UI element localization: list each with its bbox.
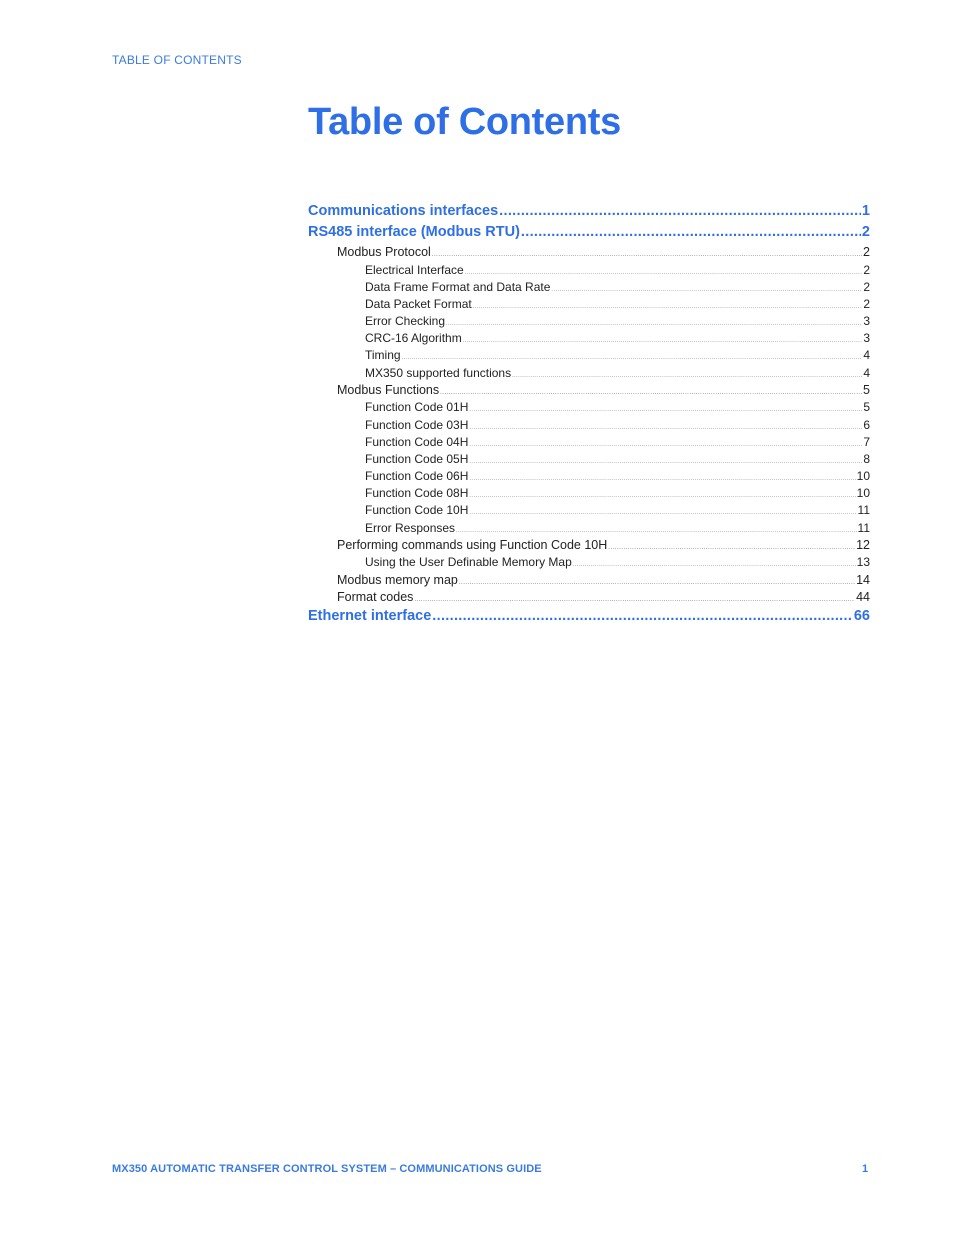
toc-entry-format-codes[interactable] — [308, 590, 870, 608]
toc-entry-data-frame-format[interactable] — [308, 280, 870, 297]
toc-entry-rs485-interface[interactable] — [308, 224, 870, 245]
dot-leader — [432, 252, 862, 258]
toc-entry-label: Data Packet Format — [365, 296, 472, 311]
toc-entry-page: 2 — [861, 224, 870, 240]
toc-entry-label: RS485 interface (Modbus RTU) — [308, 224, 520, 240]
toc-entry-page: 4 — [863, 365, 870, 380]
toc-entry-function-code-08h[interactable] — [308, 486, 870, 503]
toc-entry-electrical-interface[interactable] — [308, 263, 870, 280]
toc-entry-label: Communications interfaces — [308, 203, 499, 219]
toc-entry-data-packet-format[interactable] — [308, 297, 870, 314]
toc-entry-page: 12 — [856, 537, 870, 552]
toc-entry-page: 11 — [857, 503, 870, 518]
dot-leader — [402, 355, 863, 361]
toc-entry-label: Data Frame Format and Data Rate — [365, 279, 551, 294]
toc-entry-function-code-05h[interactable] — [308, 452, 870, 469]
toc-entry-label: MX350 supported functions — [365, 365, 512, 380]
toc-entry-error-responses[interactable] — [308, 521, 870, 538]
toc-entry-page: 66 — [853, 607, 870, 624]
toc-entry-page: 3 — [863, 331, 870, 346]
toc-entry-label: Function Code 10H — [365, 503, 469, 518]
dot-leader — [469, 493, 855, 499]
toc-entry-page: 10 — [856, 486, 870, 501]
dot-leader — [469, 425, 862, 431]
toc-entry-label: Function Code 05H — [365, 451, 469, 466]
footer-page-number: 1 — [862, 1163, 869, 1175]
toc-entry-label: Error Checking — [365, 314, 446, 329]
dot-leader — [414, 597, 855, 603]
toc-entry-label: Function Code 08H — [365, 486, 469, 501]
toc-entry-page: 13 — [856, 555, 870, 570]
dot-leader — [446, 321, 862, 327]
toc-entry-page: 8 — [863, 451, 870, 466]
toc-entry-modbus-memory-map[interactable] — [308, 573, 870, 591]
dot-leader — [499, 203, 861, 219]
toc-entry-ethernet-interface[interactable] — [308, 608, 870, 629]
toc-entry-page: 6 — [863, 417, 870, 432]
toc-entry-function-code-04h[interactable] — [308, 435, 870, 452]
toc-entry-label: Using the User Definable Memory Map — [365, 555, 572, 570]
toc-entry-page: 10 — [856, 469, 870, 484]
toc-entry-page: 5 — [863, 400, 870, 415]
toc-entry-page: 2 — [863, 262, 870, 277]
toc-entry-page: 11 — [857, 520, 870, 535]
toc-entry-page: 7 — [863, 434, 870, 449]
dot-leader — [463, 338, 863, 344]
table-of-contents — [308, 203, 870, 629]
toc-entry-function-code-01h[interactable] — [308, 400, 870, 417]
dot-leader — [469, 459, 862, 465]
dot-leader — [456, 528, 856, 534]
toc-entry-label: Modbus Protocol — [337, 245, 431, 259]
toc-entry-label: Ethernet interface — [308, 607, 432, 624]
toc-entry-label: Performing commands using Function Code 10H — [337, 537, 608, 552]
toc-entry-function-code-03h[interactable] — [308, 418, 870, 435]
toc-entry-page: 2 — [863, 245, 870, 259]
dot-leader — [469, 407, 862, 413]
page-title: Table of Contents — [308, 101, 621, 143]
toc-entry-page: 2 — [863, 279, 870, 294]
toc-entry-error-checking[interactable] — [308, 314, 870, 331]
toc-entry-communications-interfaces[interactable] — [308, 203, 870, 224]
toc-entry-label: Format codes — [337, 590, 414, 604]
toc-entry-label: Error Responses — [365, 520, 456, 535]
toc-entry-performing-commands[interactable] — [308, 538, 870, 556]
toc-entry-label: Function Code 06H — [365, 469, 469, 484]
toc-entry-page: 3 — [863, 314, 870, 329]
footer-document-title: MX350 AUTOMATIC TRANSFER CONTROL SYSTEM – COMMUNICATIONS GUIDE — [112, 1163, 542, 1175]
dot-leader — [573, 562, 856, 568]
toc-entry-label: CRC-16 Algorithm — [365, 331, 462, 346]
toc-entry-label: Function Code 03H — [365, 417, 469, 432]
dot-leader — [432, 608, 853, 624]
dot-leader — [469, 510, 856, 516]
dot-leader — [521, 224, 861, 240]
dot-leader — [551, 287, 862, 293]
dot-leader — [608, 545, 855, 551]
toc-entry-label: Modbus Functions — [337, 382, 440, 397]
toc-entry-crc16-algorithm[interactable] — [308, 331, 870, 348]
dot-leader — [469, 476, 855, 482]
dot-leader — [459, 580, 855, 586]
toc-entry-timing[interactable] — [308, 348, 870, 365]
toc-entry-label: Modbus memory map — [337, 572, 458, 587]
running-head: TABLE OF CONTENTS — [112, 53, 242, 67]
toc-entry-page: 2 — [863, 296, 870, 311]
toc-entry-label: Function Code 04H — [365, 434, 469, 449]
toc-entry-label: Timing — [365, 348, 401, 363]
dot-leader — [465, 270, 863, 276]
dot-leader — [469, 442, 862, 448]
toc-entry-page: 1 — [861, 203, 870, 219]
toc-entry-label: Function Code 01H — [365, 400, 469, 415]
toc-entry-user-definable-memory-map[interactable] — [308, 555, 870, 572]
toc-entry-page: 44 — [856, 590, 870, 604]
toc-entry-label: Electrical Interface — [365, 262, 464, 277]
dot-leader — [473, 304, 863, 310]
toc-entry-page: 14 — [856, 572, 870, 587]
toc-entry-mx350-supported-functions[interactable] — [308, 366, 870, 383]
toc-entry-function-code-06h[interactable] — [308, 469, 870, 486]
toc-entry-page: 4 — [863, 348, 870, 363]
toc-entry-modbus-functions[interactable] — [308, 383, 870, 401]
toc-entry-page: 5 — [863, 382, 870, 397]
toc-entry-modbus-protocol[interactable] — [308, 245, 870, 263]
dot-leader — [440, 390, 862, 396]
dot-leader — [512, 373, 862, 379]
toc-entry-function-code-10h[interactable] — [308, 503, 870, 520]
